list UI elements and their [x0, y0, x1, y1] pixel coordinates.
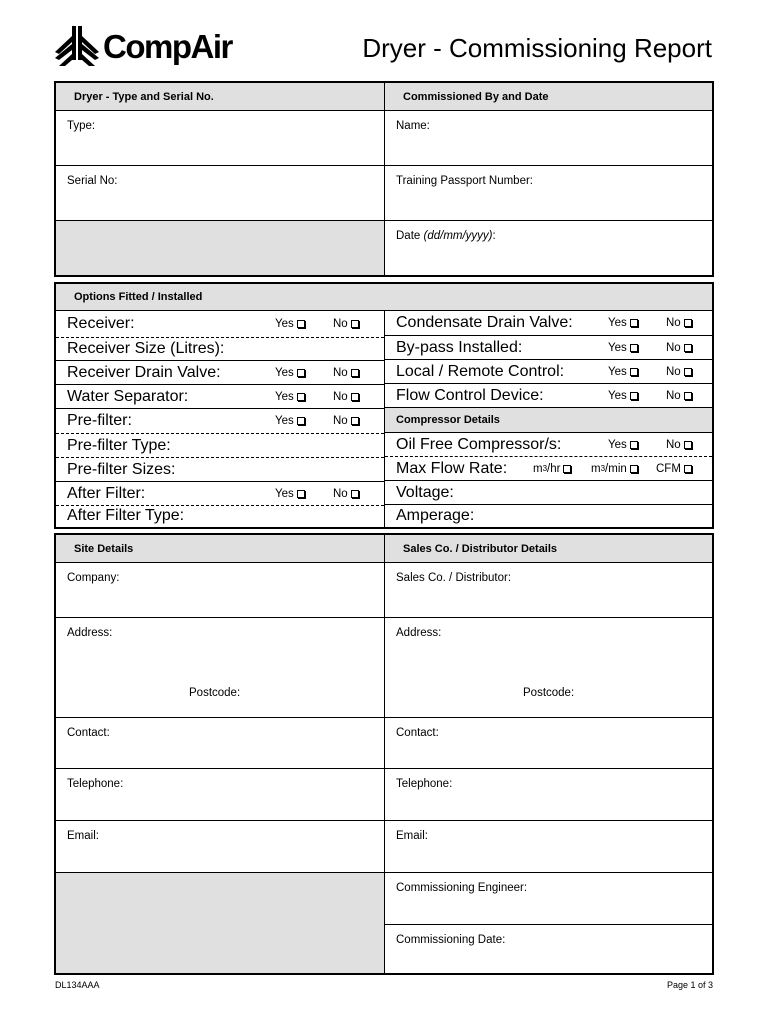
amperage-row[interactable] — [385, 504, 712, 527]
bypass-row — [385, 335, 712, 359]
checkbox-icon — [351, 490, 359, 498]
name-label: Name: — [396, 120, 430, 132]
prefilter-row — [56, 408, 384, 433]
water-separator-label: Water Separator: — [67, 387, 189, 405]
prefilter-no-checkbox[interactable] — [333, 409, 359, 433]
compressor-header-label: Compressor Details — [396, 414, 500, 426]
local-remote-label: Local / Remote Control: — [396, 362, 565, 380]
receiver-drain-yes-checkbox[interactable] — [275, 361, 305, 384]
date-field[interactable] — [384, 221, 712, 275]
checkbox-icon — [684, 465, 692, 473]
email-row — [56, 820, 712, 872]
voltage-label: Voltage: — [396, 483, 454, 501]
checkbox-icon — [297, 393, 305, 401]
condensate-label: Condensate Drain Valve: — [396, 314, 573, 331]
commissioning-engineer-label: Commissioning Engineer: — [396, 882, 528, 894]
prefilter-label: Pre-filter: — [67, 412, 132, 429]
receiver-label: Receiver: — [67, 315, 135, 332]
unit-m3min-suffix: /min — [605, 462, 627, 475]
unit-m3hr-sup: 3 — [542, 464, 548, 473]
yes-label: Yes — [608, 438, 627, 451]
sales-co-field[interactable] — [384, 563, 712, 617]
checkbox-icon — [630, 344, 638, 352]
type-field[interactable] — [56, 111, 384, 165]
dryer-type-header: Dryer - Type and Serial No. — [74, 90, 214, 103]
local-remote-no-checkbox[interactable] — [666, 360, 692, 383]
sales-contact-label: Contact: — [396, 727, 439, 739]
page-title: Dryer - Commissioning Report — [362, 33, 712, 63]
max-flow-label: Max Flow Rate: — [396, 459, 508, 477]
site-email-field[interactable] — [56, 821, 384, 872]
no-label: No — [333, 415, 348, 427]
no-label: No — [666, 317, 681, 329]
site-contact-label: Contact: — [67, 727, 110, 739]
bypass-yes-checkbox[interactable] — [608, 336, 638, 359]
water-separator-no-checkbox[interactable] — [333, 385, 359, 408]
checkbox-icon — [684, 368, 692, 376]
after-filter-type-label: After Filter Type: — [67, 507, 185, 524]
receiver-drain-no-checkbox[interactable] — [333, 361, 359, 384]
sales-telephone-label: Telephone: — [396, 778, 453, 790]
no-label: No — [333, 390, 348, 403]
prefilter-sizes-row[interactable] — [56, 457, 384, 481]
checkbox-icon — [684, 319, 692, 327]
condensate-row — [385, 311, 712, 335]
cfm-checkbox[interactable] — [656, 457, 692, 480]
commissioning-date-label: Commissioning Date: — [396, 934, 506, 946]
checkbox-icon — [630, 465, 638, 473]
checkbox-icon — [684, 344, 692, 352]
section-header-row — [56, 83, 712, 110]
condensate-yes-checkbox[interactable] — [608, 311, 638, 335]
compressor-details-header — [385, 407, 712, 432]
no-label: No — [666, 438, 681, 451]
max-flow-row — [385, 456, 712, 480]
amperage-label: Amperage: — [396, 507, 475, 524]
checkbox-icon — [297, 490, 305, 498]
water-separator-yes-checkbox[interactable] — [275, 385, 305, 408]
name-field[interactable] — [384, 111, 712, 165]
doc-code: DL134AAA — [55, 980, 100, 990]
receiver-no-checkbox[interactable] — [333, 311, 359, 337]
address-row — [56, 617, 712, 717]
receiver-size-label: Receiver Size (Litres): — [67, 340, 225, 357]
after-filter-type-row[interactable] — [56, 505, 384, 526]
prefilter-type-label: Pre-filter Type: — [67, 436, 171, 454]
yes-label: Yes — [275, 366, 294, 379]
site-postcode-label: Postcode: — [189, 687, 241, 699]
bypass-no-checkbox[interactable] — [666, 336, 692, 359]
oil-free-label: Oil Free Compressor/s: — [396, 435, 562, 453]
after-filter-row — [56, 481, 384, 505]
serial-training-row — [56, 165, 712, 220]
water-separator-row — [56, 384, 384, 408]
site-telephone-field[interactable] — [56, 769, 384, 820]
checkbox-icon — [351, 417, 359, 425]
no-label: No — [333, 487, 348, 500]
checkbox-icon — [630, 392, 638, 400]
oil-free-no-checkbox[interactable] — [666, 433, 692, 456]
unit-m3hr: m — [533, 462, 543, 475]
company-row — [56, 562, 712, 617]
site-email-label: Email: — [67, 830, 99, 842]
checkbox-icon — [563, 465, 571, 473]
flow-control-label: Flow Control Device: — [396, 386, 544, 404]
receiver-yes-checkbox[interactable] — [275, 311, 305, 337]
yes-label: Yes — [608, 317, 627, 329]
no-label: No — [666, 365, 681, 378]
serial-label: Serial No: — [67, 175, 118, 187]
yes-label: Yes — [275, 487, 294, 500]
sales-co-label: Sales Co. / Distributor: — [396, 572, 512, 584]
no-label: No — [333, 366, 348, 379]
m3hr-checkbox[interactable] — [533, 457, 571, 480]
checkbox-icon — [684, 441, 692, 449]
yes-label: Yes — [608, 365, 627, 378]
sales-address-field[interactable] — [384, 618, 712, 717]
commissioning-date-field[interactable] — [385, 925, 712, 946]
logo-wordmark: CompAir — [103, 27, 232, 65]
oil-free-row — [385, 432, 712, 456]
checkbox-icon — [297, 320, 305, 328]
no-label: No — [666, 341, 681, 354]
sales-email-label: Email: — [396, 830, 428, 842]
unit-m3min-sup: 3 — [600, 464, 606, 473]
serial-field[interactable] — [56, 166, 384, 220]
yes-label: Yes — [275, 415, 294, 427]
site-telephone-label: Telephone: — [67, 778, 124, 790]
flow-control-row — [385, 383, 712, 407]
options-header: Options Fitted / Installed — [74, 291, 203, 303]
checkbox-icon — [630, 441, 638, 449]
options-body — [56, 310, 712, 527]
site-address-label: Address: — [67, 627, 113, 639]
date-format: (dd/mm/yyyy) — [423, 230, 493, 242]
sales-address-label: Address: — [396, 627, 442, 639]
unit-m3min: m — [591, 462, 601, 475]
type-label: Type: — [67, 120, 96, 132]
yes-label: Yes — [608, 341, 627, 354]
training-label: Training Passport Number: — [396, 175, 533, 187]
checkbox-icon — [351, 320, 359, 328]
receiver-size-row[interactable] — [56, 337, 384, 360]
date-row — [56, 220, 712, 275]
receiver-row — [56, 311, 384, 337]
telephone-row — [56, 768, 712, 820]
options-right-column — [384, 311, 712, 527]
commissioning-engineer-field[interactable] — [385, 873, 712, 925]
commissioned-by-header: Commissioned By and Date — [384, 83, 712, 110]
unit-m3hr-suffix: /hr — [547, 462, 561, 475]
compair-logo-icon — [55, 26, 99, 66]
checkbox-icon — [351, 393, 359, 401]
sales-contact-field[interactable] — [384, 718, 712, 768]
site-header-row — [56, 535, 712, 562]
prefilter-yes-checkbox[interactable] — [275, 409, 305, 433]
flow-control-no-checkbox[interactable] — [666, 384, 692, 407]
checkbox-icon — [684, 392, 692, 400]
prefilter-type-row[interactable] — [56, 433, 384, 457]
bypass-label: By-pass Installed: — [396, 338, 523, 356]
local-remote-row — [385, 359, 712, 383]
receiver-drain-row — [56, 360, 384, 384]
commissioning-column — [384, 873, 712, 973]
condensate-no-checkbox[interactable] — [666, 311, 692, 335]
company-field[interactable] — [56, 563, 384, 617]
checkbox-icon — [630, 368, 638, 376]
receiver-drain-label: Receiver Drain Valve: — [67, 363, 221, 381]
dryer-type-section — [54, 81, 714, 277]
type-name-row — [56, 110, 712, 165]
m3min-checkbox[interactable] — [591, 457, 638, 480]
sales-email-field[interactable] — [384, 821, 712, 872]
unit-cfm: CFM — [656, 462, 681, 475]
yes-label: Yes — [275, 318, 294, 330]
after-filter-no-checkbox[interactable] — [333, 482, 359, 505]
checkbox-icon — [297, 417, 305, 425]
blank-grey-cell — [56, 873, 384, 973]
options-left-column — [56, 311, 384, 527]
blank-grey-cell — [56, 221, 384, 275]
site-section — [54, 533, 714, 975]
options-section — [54, 282, 714, 529]
company-label: Company: — [67, 572, 120, 584]
no-label: No — [666, 389, 681, 402]
site-details-header: Site Details — [74, 542, 134, 555]
training-passport-field[interactable] — [384, 166, 712, 220]
date-label: Date — [396, 230, 421, 242]
flow-control-yes-checkbox[interactable] — [608, 384, 638, 407]
voltage-row[interactable] — [385, 480, 712, 504]
after-filter-label: After Filter: — [67, 484, 146, 502]
local-remote-yes-checkbox[interactable] — [608, 360, 638, 383]
checkbox-icon — [351, 369, 359, 377]
options-header-row — [56, 284, 712, 310]
sales-postcode-label: Postcode: — [523, 687, 575, 699]
page-number: Page 1 of 3 — [666, 980, 713, 990]
checkbox-icon — [297, 369, 305, 377]
contact-row — [56, 717, 712, 768]
prefilter-sizes-label: Pre-filter Sizes: — [67, 460, 176, 478]
site-address-field[interactable] — [56, 618, 384, 717]
after-filter-yes-checkbox[interactable] — [275, 482, 305, 505]
site-contact-field[interactable] — [56, 718, 384, 768]
commissioning-row — [56, 872, 712, 973]
date-suffix: : — [492, 230, 496, 242]
no-label: No — [333, 318, 348, 330]
sales-telephone-field[interactable] — [384, 769, 712, 820]
oil-free-yes-checkbox[interactable] — [608, 433, 638, 456]
yes-label: Yes — [275, 390, 294, 403]
sales-co-header: Sales Co. / Distributor Details — [384, 535, 712, 562]
yes-label: Yes — [608, 389, 627, 402]
compair-logo — [55, 26, 232, 66]
checkbox-icon — [630, 319, 638, 327]
